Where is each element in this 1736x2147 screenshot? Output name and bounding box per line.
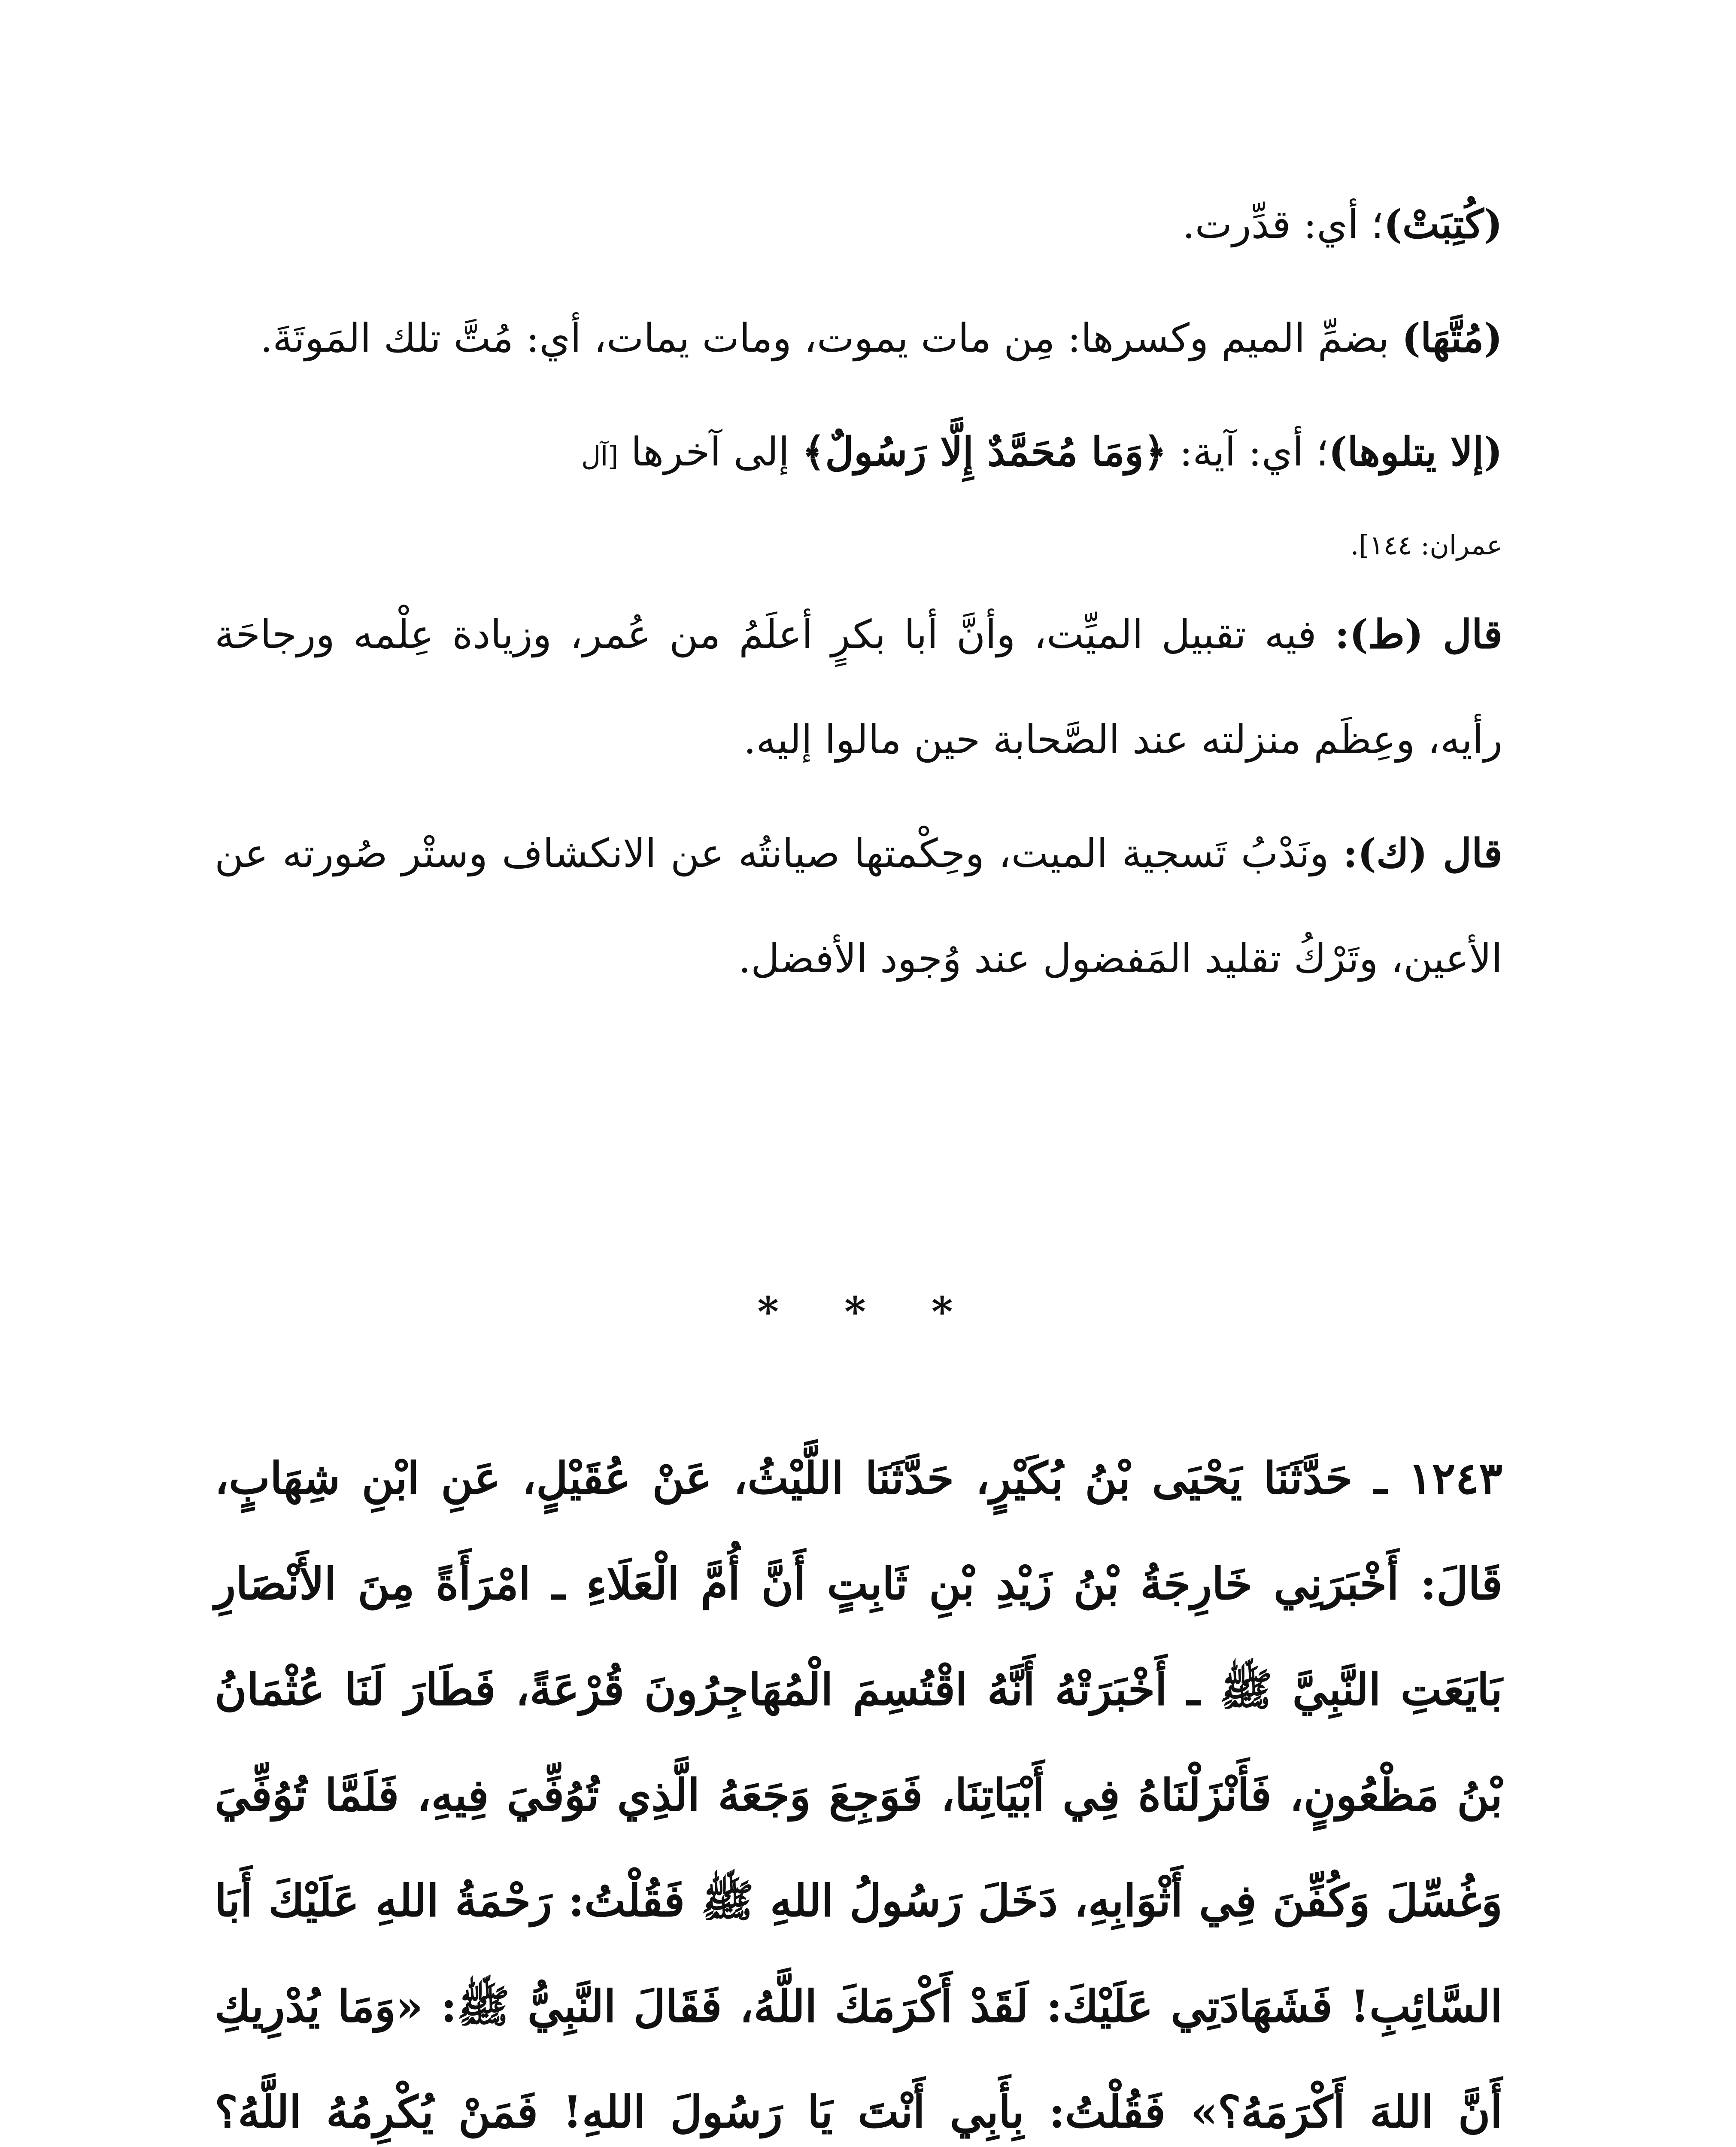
commentary-paragraph <box>215 582 1502 792</box>
commentary-text: إلى آخرها <box>618 429 802 475</box>
commentary-text: ؛ أي: آية: <box>1166 429 1329 475</box>
hadith-text: ـ حَدَّثَنَا يَحْيَى بْنُ بُكَيْرٍ، حَدَّثَنَا اللَّيْثُ، عَنْ عُقَيْلٍ، عَنِ ابْنِ شِهَابٍ، قَالَ: أَخْبَرَنِي خَارِجَةُ بْنُ زَيْدِ بْنِ ثَابِتٍ أَنَّ أُمَّ الْعَلَاءِ ـ امْرَأَةً مِنَ الأَنْصَارِ بَايَعَتِ النَّبِيَّ ﷺ ـ أَخْبَرَتْهُ أَنَّهُ اقْتُسِمَ الْمُهَاجِرُونَ قُرْعَةً، فَطَارَ لَنَا عُثْمَانُ بْنُ مَظْعُونٍ، فَأَنْزَلْنَاهُ فِي أَبْيَاتِنَا، فَوَجِعَ وَجَعَهُ الَّذِي تُوُفِّيَ فِيهِ، فَلَمَّا تُوُفِّيَ وَغُسِّلَ وَكُفِّنَ فِي أَثْوَابِهِ، دَخَلَ رَسُولُ اللهِ ﷺ فَقُلْتُ: رَحْمَةُ اللهِ عَلَيْكَ أَبَا السَّائِبِ! فَشَهَادَتِي عَلَيْكَ: لَقَدْ أَكْرَمَكَ اللَّهُ، فَقَالَ النَّبِيُّ ﷺ: «وَمَا يُدْرِيكِ أَنَّ اللهَ أَكْرَمَهُ؟» فَقُلْتُ: بِأَبِي أَنْتَ يَا رَسُولَ اللهِ! فَمَنْ يُكْرِمُهُ اللَّهُ؟ <box>215 1453 1502 2138</box>
section-separator: * * * <box>757 1288 979 1336</box>
commentary-section <box>215 172 1502 1011</box>
commentary-text: فيه تقبيل الميِّت، وأنَّ أبا بكرٍ أعلَمُ من عُمر، وزيادة عِلْمه ورجاحَة رأيه، وعِظَم منزلته عند الصَّحابة حين مالوا إليه. <box>215 611 1502 763</box>
lemma: (إلا يتلوها) <box>1328 429 1502 475</box>
verse-reference-open: [آل <box>581 441 619 472</box>
lemma: قال (ط): <box>1335 611 1502 657</box>
commentary-text: بضمِّ الميم وكسرها: مِن مات يموت، ومات يمات، أي: مُتَّ تلك المَوتَةَ. <box>260 315 1402 361</box>
lemma: (مُتَّهَا) <box>1402 315 1502 361</box>
commentary-paragraph <box>215 801 1502 1011</box>
hadith-number: ١٢٤٣ <box>1408 1453 1502 1504</box>
commentary-paragraph <box>215 172 1502 277</box>
hadith-section <box>215 1426 1502 2147</box>
commentary-paragraph <box>215 399 1502 509</box>
lemma: (كُتِبَتْ) <box>1384 201 1502 247</box>
verse-reference-close: عمران: ١٤٤]. <box>1350 529 1502 561</box>
lemma: قال (ك): <box>1343 830 1502 876</box>
commentary-text: ؛ أي: قدِّرت. <box>1182 201 1384 247</box>
commentary-paragraph <box>215 286 1502 391</box>
commentary-text: ونَدْبُ تَسجية الميت، وحِكْمتها صيانتُه عن الانكشاف وستْر صُورته عن الأعين، وتَرْكُ تقليد المَفضول عند وُجود الأفضل. <box>215 830 1502 982</box>
quran-verse: ﴿وَمَا مُحَمَّدٌ إِلَّا رَسُولٌ﴾ <box>802 429 1167 475</box>
